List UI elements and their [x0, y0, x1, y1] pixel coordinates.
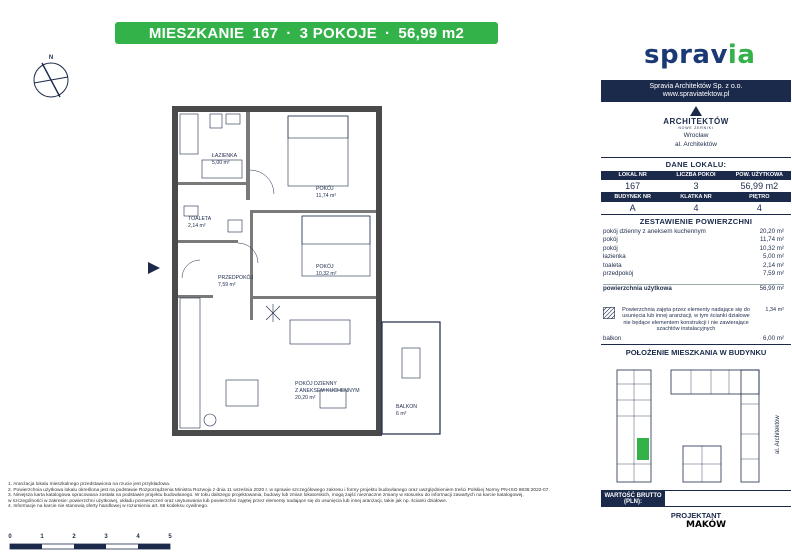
room-przedpokoj-area: 7,59 m² [218, 282, 236, 288]
total-name: powierzchnia użytkowa [603, 285, 672, 293]
room-balkon-area: 6 m² [396, 411, 407, 417]
list-item [603, 236, 784, 244]
architektow-sub: NOWE ŻERNIKI [678, 126, 714, 130]
header-sep: · [385, 24, 391, 42]
room-dzienny-area: 20,20 m² [295, 395, 316, 401]
header-sep: · [286, 24, 292, 42]
list-item [603, 270, 784, 278]
header-prefix: MIESZKANIE [148, 24, 245, 42]
footnotes [8, 482, 593, 510]
architektow-city: Wrocław [683, 132, 709, 139]
dane-header: KLATKA NR [664, 193, 727, 202]
scale-bar [6, 530, 181, 556]
spravia-logo [644, 40, 755, 70]
dane-title: DANE LOKALU: [665, 160, 727, 169]
room-balkon-name: BALKON [396, 404, 418, 410]
list-item [603, 228, 784, 236]
room-lazienka-name: ŁAZIENKA [212, 153, 238, 159]
projektant-title: PROJEKTANT [670, 511, 722, 520]
scale-tick: 3 [104, 534, 108, 540]
compass-label: N [48, 55, 54, 61]
dane-value: 3 [664, 180, 727, 193]
triangle-logo-icon [690, 106, 702, 116]
room-pokoj1-name: POKÓJ [316, 186, 334, 192]
dane-value: 167 [601, 180, 664, 193]
room-pokoj2-area: 10,32 m² [316, 271, 337, 277]
note-value: 1,34 m² [765, 306, 784, 313]
room-dzienny-name2: Z ANEKSEM KUCHENNYM [295, 388, 360, 394]
info-panel [601, 80, 791, 357]
scale-tick: 4 [136, 534, 140, 540]
list-item [603, 253, 784, 261]
room-przedpokoj-name: PRZEDPOKÓJ [218, 275, 254, 281]
room-toaleta-area: 2,14 m² [188, 223, 206, 229]
dane-header: LICZBA POKOI [664, 171, 727, 180]
dane-header: BUDYNEK NR [601, 193, 664, 202]
building-location-map [601, 364, 791, 484]
area-value: 7,59 m² [763, 269, 784, 277]
area-name: pokój [603, 236, 618, 244]
footnote: 1. Aranżacja lokalu mieszkalnego przedstawiona na rzucie jest przykładowa. [8, 482, 171, 487]
footnote: 2. Powierzchnia użytkowa lokalu określona jest na podstawie Rozporządzenia Ministra Rozwoju z dnia 11 września 2020 r. w sprawie szczegółowego zakresu i formy projektu budowlanego oraz uwzględnieniem treści Polskiej Normy PN-ISO 9836:2022-07. [8, 487, 550, 493]
logo-part1: sprav [644, 40, 728, 70]
dane-value: A [601, 202, 664, 215]
company-block [601, 80, 791, 102]
wall-pattern-icon [603, 307, 615, 319]
area-value: 2,14 m² [763, 261, 784, 269]
compass-icon [30, 52, 72, 100]
room-lazienka-area: 5,00 m² [212, 160, 230, 166]
architektow-block [601, 102, 791, 158]
dane-header: POW. UŻYTKOWA [728, 171, 791, 180]
area-name: łazienka [603, 253, 626, 261]
total-value: 56,99 m² [759, 285, 784, 293]
dane-value: 56,99 m2 [728, 180, 791, 193]
company-name: Spravia Architektów Sp. z o.o. [649, 83, 743, 90]
dane-header: PIĘTRO [728, 193, 791, 202]
list-item [603, 245, 784, 253]
balcony-value: 6,00 m² [763, 335, 784, 343]
area-name: przedpokój [603, 269, 634, 277]
scale-tick: 2 [72, 534, 76, 540]
note-text: Powierzchnia zajęta przez elementy nadające się do usunięcia lub innej aranżacji, w tym ścianki działowe nie będące elementem konstrukcji i nie zawierające szachtów instalacyjnych [622, 306, 750, 332]
room-toaleta-name: TOALETA [188, 216, 212, 222]
apartment-header [115, 22, 498, 44]
scale-tick: 1 [40, 534, 44, 540]
area-value: 20,20 m² [759, 228, 784, 235]
street-label: al. Architektów [775, 415, 781, 454]
footnote: w szczególności w zakresie: powierzchni użytkowej, układu pomieszczeń oraz usytuowania lub powierzchni zajętej przez elementy nadające się do usunięcia lub innej aranżacji, takie jak np. ścianki działowe. [8, 498, 448, 504]
area-value: 11,74 m² [760, 236, 784, 244]
header-number: 167 [252, 24, 279, 42]
room-pokoj2-name: POKÓJ [316, 264, 334, 270]
entry-arrow-icon [148, 262, 160, 274]
logo-part2: ia [727, 40, 756, 70]
area-name: toaleta [603, 261, 622, 269]
price-label: WARTOŚĆ BRUTTO (PLN): [601, 491, 665, 506]
dane-header: LOKAL NR [601, 171, 664, 180]
architektow-street: al. Architektów [675, 141, 717, 148]
header-area: 56,99 m2 [398, 24, 465, 42]
dane-grid [601, 171, 791, 215]
room-pokoj1-area: 11,74 m² [316, 193, 337, 199]
header-rooms: 3 POKOJE [299, 24, 378, 42]
scale-tick: 0 [8, 534, 12, 540]
projektant-logo: MAKÓW [686, 520, 727, 530]
scale-tick: 5 [168, 534, 172, 540]
company-url: www.spraviatektow.pl [662, 91, 730, 98]
apartment-highlight [637, 438, 649, 460]
dane-value: 4 [664, 202, 727, 215]
floor-plan [140, 100, 460, 440]
room-dzienny-name1: POKÓJ DZIENNY [295, 381, 337, 387]
balcony-name: balkon [603, 335, 622, 343]
area-list [601, 228, 791, 293]
zestawienie-title: ZESTAWIENIE POWIERZCHNI [639, 217, 753, 226]
footnote: 4. Informacje na karcie nie stanowią oferty handlowej w rozumieniu art. 66 kodeksu cywilnego. [8, 504, 209, 510]
area-name: pokój dzienny z aneksem kuchennym [603, 228, 706, 235]
price-row [601, 490, 791, 507]
balcony-row [601, 332, 791, 345]
footnote: 3. Niniejsza karta katalogowa opracowana została na podstawie projektu budowlanego. W toku dalszego projektowania, budowy lub zmian lokatorskich, mogą zajść nieznaczne zmiany w stosunku do informacji zawartych na karcie katalogowej, [8, 493, 524, 499]
architektow-name: ARCHITEKTÓW [663, 117, 729, 126]
location-title: POŁOŻENIE MIESZKANIA W BUDYNKU [625, 348, 767, 358]
area-value: 10,32 m² [759, 244, 784, 252]
total-row [603, 284, 784, 292]
area-name: pokój [603, 244, 618, 252]
list-item [603, 262, 784, 270]
removable-note [601, 307, 791, 333]
area-value: 5,00 m² [763, 253, 784, 261]
dane-value: 4 [728, 202, 791, 215]
